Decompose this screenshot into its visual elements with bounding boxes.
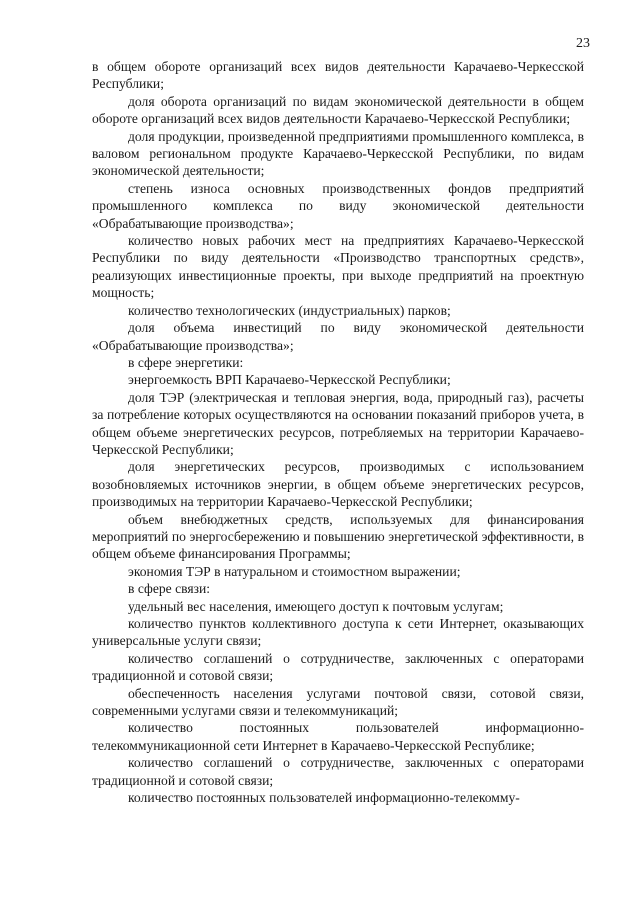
paragraph: в общем обороте организаций всех видов деятельности Карачаево-Черкесской Республики; — [92, 59, 584, 92]
paragraph: обеспеченность населения услугами почтовой связи, сотовой связи, современными услугами связи и телекоммуникаций; — [92, 685, 584, 719]
page-number: 23 — [576, 36, 590, 51]
paragraph: доля энергетических ресурсов, производимых с использованием возобновляемых источников энергии, в общем объеме энергетических ресурсов, производимых на территории Карачаево-Черкесской Республики; — [92, 459, 584, 510]
paragraph: удельный вес населения, имеющего доступ к почтовым услугам; — [128, 598, 504, 614]
section-heading: в сфере связи: — [128, 581, 211, 597]
section-heading: в сфере энергетики: — [128, 354, 244, 370]
paragraph: доля оборота организаций по видам экономической деятельности в общем обороте организаций всех видов деятельности Карачаево-Черкесской Республики; — [92, 93, 584, 127]
paragraph: доля ТЭР (электрическая и тепловая энергия, вода, природный газ), расчеты за потребление которых осуществляются на основании показаний приборов учета, в общем объеме энергетических ресурсов, потребляемых на территории Карачаево-Черкесской Республики; — [92, 389, 584, 457]
paragraph: количество постоянных пользователей информационно-телекомму- — [128, 790, 520, 806]
paragraph: количество постоянных пользователей информационно-телекоммуникационной сети Интернет в Карачаево-Черкесской Республике; — [92, 720, 584, 753]
paragraph: доля продукции, произведенной предприятиями промышленного комплекса, в валовом региональном продукте Карачаево-Черкесской Республики, по видам экономической деятельности; — [92, 128, 584, 179]
paragraph: количество пунктов коллективного доступа к сети Интернет, оказывающих универсальные услуги связи; — [92, 616, 584, 649]
paragraph: энергоемкость ВРП Карачаево-Черкесской Республики; — [128, 372, 451, 388]
paragraph: экономия ТЭР в натуральном и стоимостном выражении; — [128, 563, 461, 579]
paragraph: объем внебюджетных средств, используемых для финансирования мероприятий по энергосбережению и повышению энергетической эффективности, в общем объеме финансирования Программы; — [92, 511, 584, 562]
paragraph: количество технологических (индустриальных) парков; — [128, 302, 451, 318]
paragraph: количество новых рабочих мест на предприятиях Карачаево-Черкесской Республики по виду деятельности «Производство транспортных средств», реализующих инвестиционные проекты, при выходе предприятий на проектную мощность; — [92, 233, 584, 301]
paragraph: количество соглашений о сотрудничестве, заключенных с операторами традиционной и сотовой связи; — [92, 755, 584, 788]
paragraph: доля объема инвестиций по виду экономической деятельности «Обрабатывающие производства»; — [92, 320, 584, 353]
paragraph: количество соглашений о сотрудничестве, заключенных с операторами традиционной и сотовой связи; — [92, 650, 584, 684]
document-body — [92, 58, 584, 806]
paragraph: степень износа основных производственных фондов предприятий промышленного комплекса по виду экономической деятельности «Обрабатывающие производства»; — [92, 180, 584, 231]
